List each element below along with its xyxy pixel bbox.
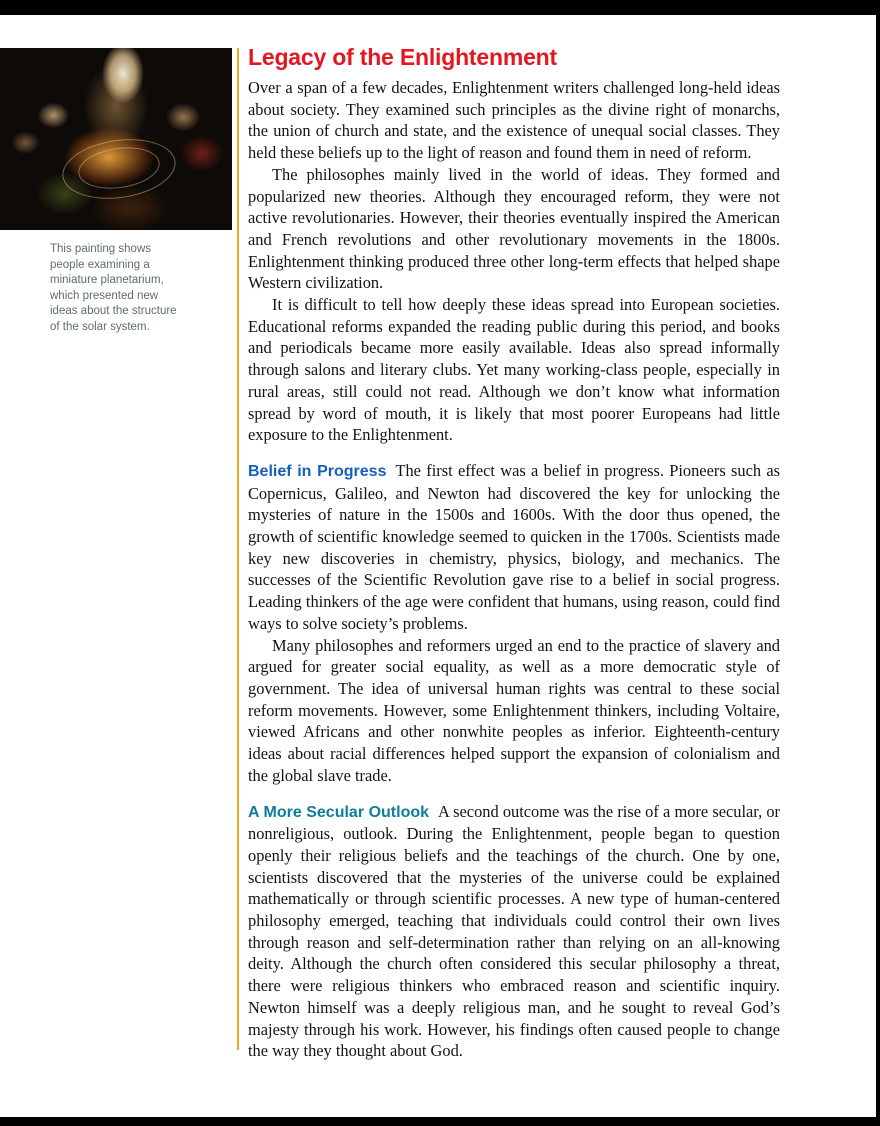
section-lead-text: The first effect was a belief in progress. Pioneers such as Copernicus, Galileo, and Newton had discovered the key for unlocking the mysteries of nature in the 1500s and 1600s. With the door thus opened, the growth of scientific knowledge seemed to quicken in the 1700s. Scientists made key new discoveries in chemistry, physics, biology, and mechanics. The successes of the Scientific Revolution gave rise to a belief in social progress. Leading thinkers of the age were confident that humans, using reason, could find ways to solve society’s problems. (248, 460, 781, 633)
section-paragraph: Many philosophes and reformers urged an end to the practice of slavery and argued for greater social equality, as well as a more democratic style of government. The idea of universal human rights was central to these social reform movements. However, some Enlightenment thinkers, including Voltaire, viewed Africans and other nonwhite peoples as inferior. Eighteenth-century ideas about racial differences helped support the expansion of colonialism and the global slave trade. (248, 635, 780, 785)
section-more-secular-outlook (248, 801, 780, 1062)
main-text-column (248, 44, 780, 1062)
page-title: Legacy of the Enlightenment (248, 44, 557, 70)
figure-caption: This painting shows people examining a miniature planetarium, which presented new ideas about the structure of the solar system. (50, 243, 177, 333)
intro-paragraph: The philosophes mainly lived in the world of ideas. They formed and popularized new theories. Although they encouraged reform, they were not active revolutionaries. However, their theories eventually inspired the American and French revolutions and other revolutionary movements in the 1800s. Enlightenment thinking produced three other long-term effects that helped shape Western civilization. (248, 164, 780, 293)
intro-paragraph: It is difficult to tell how deeply these ideas spread into European societies. Educational reforms expanded the reading public during this period, and books and periodicals became more easily available. Ideas also spread informally through salons and literary clubs. Yet many working-class people, especially in rural areas, still could not read. Although we don’t know what information spread by word of mouth, it is likely that most poorer Europeans had little exposure to the Enlightenment. (248, 295, 780, 445)
section-heading: A More Secular Outlook (248, 803, 430, 821)
page-top-edge (0, 0, 880, 15)
column-divider-rule (237, 48, 239, 1050)
orrery-painting-image (0, 48, 232, 230)
section-lead-paragraph (248, 801, 780, 1062)
section-heading: Belief in Progress (248, 462, 387, 480)
section-belief-in-progress (248, 460, 780, 787)
page-right-edge (876, 0, 880, 1126)
section-lead-paragraph (248, 460, 780, 635)
section-lead-text: A second outcome was the rise of a more secular, or nonreligious, outlook. During the Enlightenment, people began to question openly their religious beliefs and the teachings of the church. One by one, scientists discovered that the mysteries of the universe could be explained mathematically or through scientific processes. A new type of human-centered philosophy emerged, teaching that individuals could control their own lives through reason and self-determination rather than relying on an all-knowing deity. Although the church often considered this secular philosophy a threat, there were religious thinkers who embraced reason and scientific inquiry. Newton himself was a deeply religious man, and he sought to reveal God’s majesty through his work. However, his findings often caused people to change the way they thought about God. (248, 801, 781, 1061)
intro-paragraph: Over a span of a few decades, Enlightenment writers challenged long-held ideas about society. They examined such principles as the divine right of monarchs, the union of church and state, and the existence of unequal social classes. They held these beliefs up to the light of reason and found them in need of reform. (248, 78, 780, 163)
page-bottom-edge (0, 1117, 880, 1126)
